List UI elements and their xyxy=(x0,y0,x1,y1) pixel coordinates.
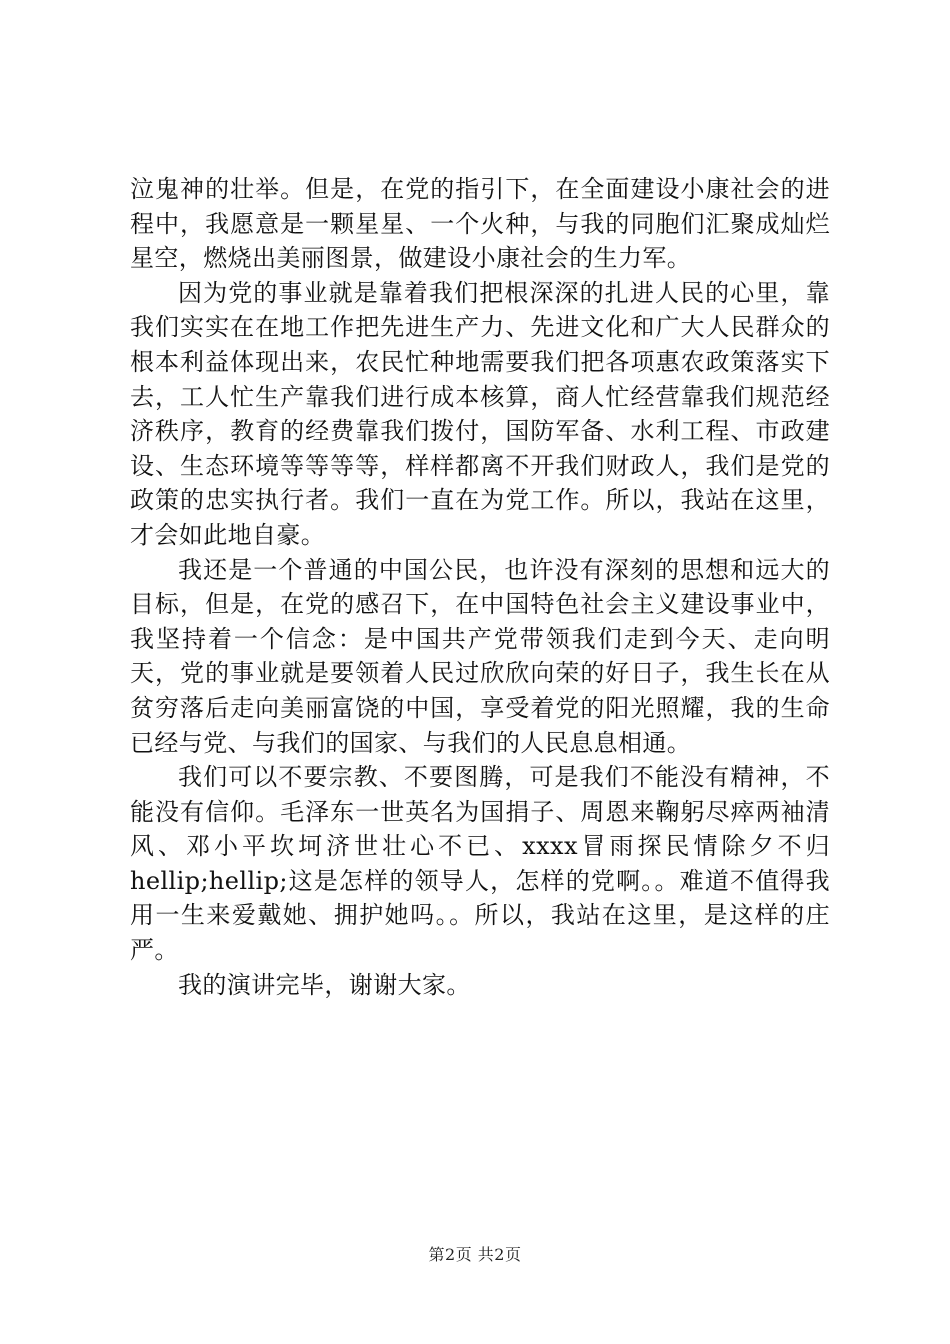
paragraph: 因为党的事业就是靠着我们把根深深的扎进人民的心里，靠我们实实在在地工作把先进生产力、先进文化和广大人民群众的根本利益体现出来，农民忙种地需要我们把各项惠农政策落实下去，工人忙生产靠我们进行成本核算，商人忙经营靠我们规范经济秩序，教育的经费靠我们拨付，国防军备、水利工程、市政建设、生态环境等等等等，样样都离不开我们财政人，我们是党的政策的忠实执行者。我们一直在为党工作。所以，我站在这里，才会如此地自豪。 xyxy=(130,278,830,549)
paragraph-closing: 我的演讲完毕，谢谢大家。 xyxy=(178,970,471,999)
page-number-label: 第2页 共2页 xyxy=(428,1245,522,1264)
paragraph: 我们可以不要宗教、不要图腾，可是我们不能没有精神，不能没有信仰。毛泽东一世英名为国捐子、周恩来鞠躬尽瘁两袖清风、邓小平坎坷济世壮心不已、xxxx冒雨探民情除夕不归hellip;hellip;这是怎样的领导人，怎样的党啊。。难道不值得我用一生来爱戴她、拥护她吗。。所以，我站在这里，是这样的庄严。 xyxy=(130,763,830,965)
page-footer xyxy=(0,1245,950,1265)
paragraph: 我还是一个普通的中国公民，也许没有深刻的思想和远大的目标，但是，在党的感召下，在中国特色社会主义建设事业中，我坚持着一个信念：是中国共产党带领我们走到今天、走向明天，党的事业就是要领着人民过欣欣向荣的好日子，我生长在从贫穷落后走向美丽富饶的中国，享受着党的阳光照耀，我的生命已经与党、与我们的国家、与我们的人民息息相通。 xyxy=(130,555,830,757)
paragraph-continued: 泣鬼神的壮举。但是，在党的指引下，在全面建设小康社会的进程中，我愿意是一颗星星、一个火种，与我的同胞们汇聚成灿烂星空，燃烧出美丽图景，做建设小康社会的生力军。 xyxy=(130,175,830,273)
body-text xyxy=(130,172,830,1002)
